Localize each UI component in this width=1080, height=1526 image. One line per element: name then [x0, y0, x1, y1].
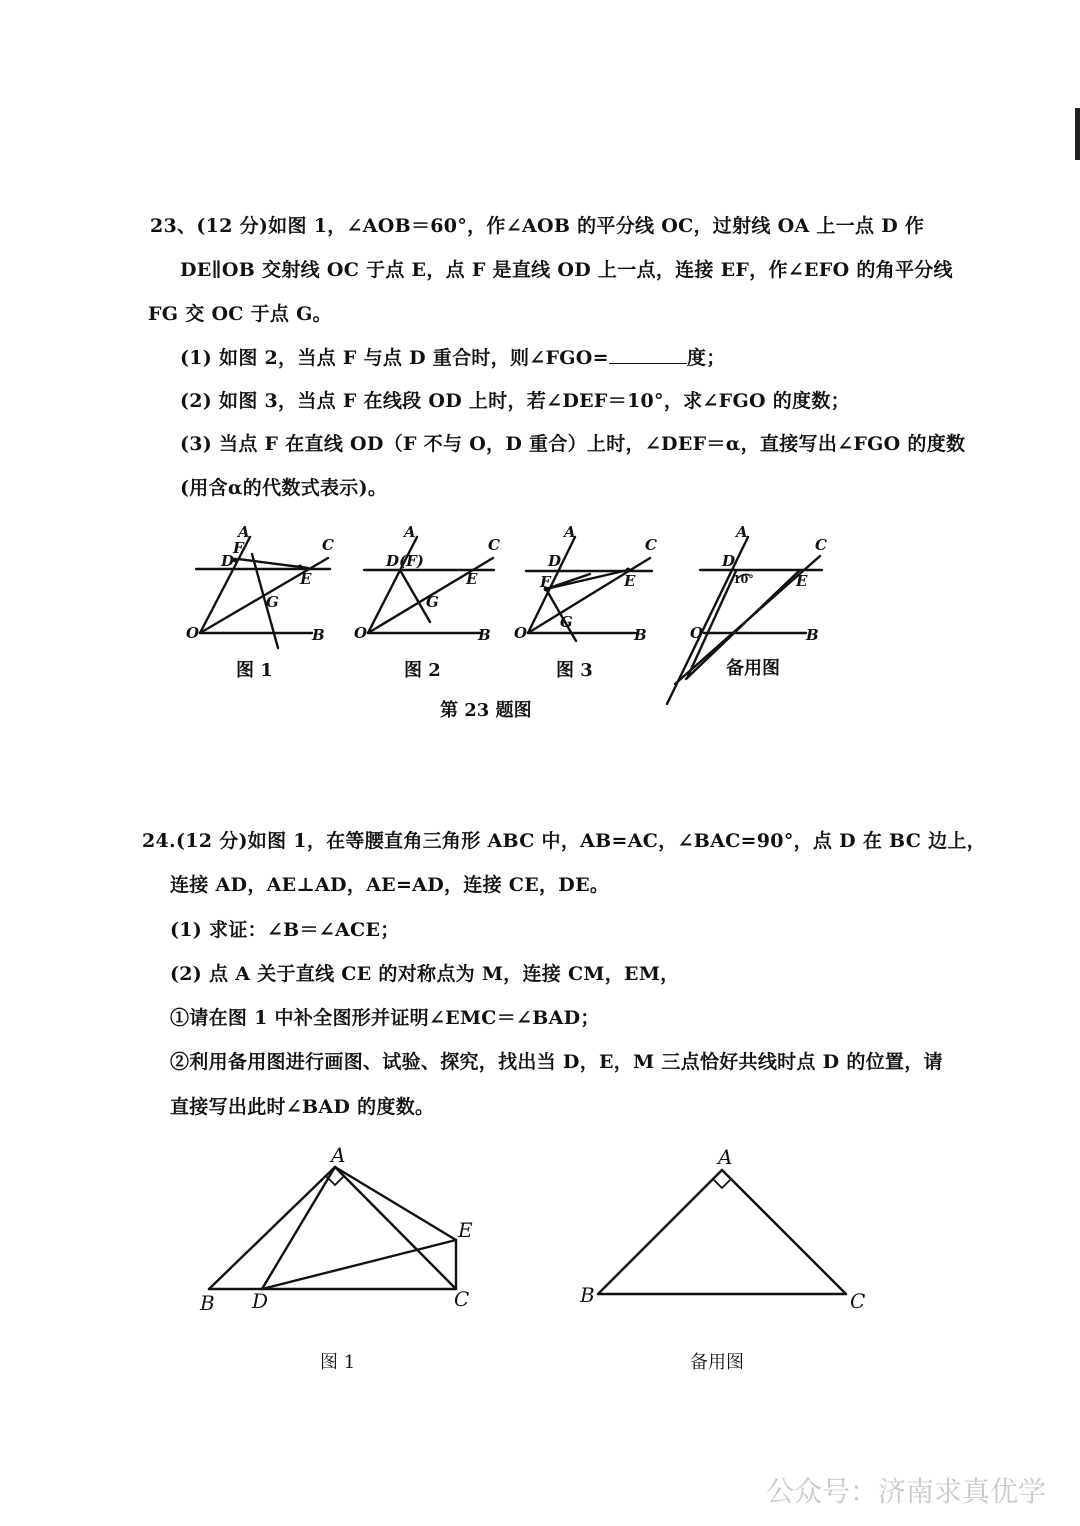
q23-caption-fig-1: 图 1 — [236, 660, 273, 681]
q23-line-1: 23、(12 分)如图 1，∠AOB＝60°，作∠AOB 的平分线 OC，过射线 OA 上一点 D 作 — [150, 215, 925, 237]
fig1-label-B: B — [312, 626, 325, 644]
fig3-label-O: O — [514, 624, 528, 642]
q23-figure-title: 第 23 题图 — [440, 700, 532, 721]
q24-part-1: (1) 求证：∠B＝∠ACE； — [170, 919, 400, 941]
q24-spare-label-C: C — [850, 1289, 866, 1313]
spare-label-A: A — [736, 523, 748, 541]
q23-line-3: FG 交 OC 于点 G。 — [148, 303, 332, 325]
fig3-label-G: G — [560, 613, 573, 631]
q23-part-2: (2) 如图 3，当点 F 在线段 OD 上时，若∠DEF＝10°，求∠FGO 的度数； — [180, 390, 850, 412]
fig3-label-E: E — [624, 572, 636, 590]
fig2-label-E: E — [466, 570, 478, 588]
q23-caption-fig-2: 图 2 — [404, 660, 441, 681]
fig2-label-C: C — [488, 536, 500, 554]
fig2-label-A: A — [404, 523, 416, 541]
q24-caption-spare: 备用图 — [690, 1352, 744, 1373]
watermark: 公众号：济南求真优学 — [765, 1475, 1046, 1508]
fig1-label-E: E — [300, 570, 312, 588]
spare-label-E: E — [796, 572, 808, 590]
q23-figure-3-labels — [514, 523, 657, 644]
fig1-label-F: F — [233, 539, 244, 557]
fig3-label-A: A — [564, 523, 576, 541]
q24-fig1-label-B: B — [200, 1291, 215, 1315]
q23-caption-spare: 备用图 — [726, 658, 780, 679]
fig1-label-C: C — [322, 536, 334, 554]
fig1-label-O: O — [186, 624, 200, 642]
q23-part-1-text: (1) 如图 2，当点 F 与点 D 重合时，则∠FGO= — [180, 347, 609, 369]
q23-figure-2-labels — [354, 523, 500, 644]
fig3-label-C: C — [645, 536, 657, 554]
q24-fig1-label-D: D — [252, 1289, 269, 1313]
q23-line-2: DE∥OB 交射线 OC 于点 E，点 F 是直线 OD 上一点，连接 EF，作∠EFO 的角平分线 — [180, 259, 953, 281]
fig1-label-G: G — [266, 593, 279, 611]
fig2-label-DF: D(F) — [386, 552, 424, 570]
fig3-label-D: D — [548, 552, 562, 570]
fig3-label-B: B — [634, 626, 647, 644]
spare-label-O: O — [690, 624, 704, 642]
q23-figure-1 — [196, 537, 330, 648]
q23-part-3-line-2: (用含α的代数式表示)。 — [180, 477, 388, 499]
spare-label-C: C — [815, 536, 827, 554]
spare-angle-label: 10° — [733, 573, 754, 586]
q23-caption-fig-3: 图 3 — [556, 660, 593, 681]
fig2-label-O: O — [354, 624, 368, 642]
fig3-label-F: F — [540, 573, 551, 591]
fig2-label-B: B — [478, 626, 491, 644]
q24-figure-1 — [209, 1167, 456, 1289]
q24-part-2: (2) 点 A 关于直线 CE 的对称点为 M，连接 CM，EM， — [170, 963, 680, 985]
q24-fig1-label-C: C — [454, 1287, 470, 1311]
q24-part-2a: ①请在图 1 中补全图形并证明∠EMC＝∠BAD； — [170, 1007, 600, 1029]
q24-spare-label-A: A — [718, 1145, 733, 1169]
q24-line-1: 24.(12 分)如图 1，在等腰直角三角形 ABC 中，AB=AC，∠BAC=90°，点 D 在 BC 边上， — [142, 830, 986, 852]
spare-label-D: D — [722, 552, 736, 570]
fig2-label-G: G — [426, 593, 439, 611]
q24-spare-label-B: B — [580, 1283, 595, 1307]
q24-part-2b-line-2: 直接写出此时∠BAD 的度数。 — [170, 1096, 435, 1118]
q24-caption-fig-1: 图 1 — [320, 1352, 356, 1373]
fig1-label-D: D — [221, 552, 235, 570]
spare-label-B: B — [806, 626, 819, 644]
q23-part-1-unit: 度； — [686, 347, 726, 369]
q24-line-2: 连接 AD，AE⊥AD，AE=AD，连接 CE，DE。 — [170, 874, 610, 896]
q24-fig1-label-E: E — [458, 1218, 473, 1242]
fig1-label-A: A — [238, 523, 250, 541]
q23-part-3-line-1: (3) 当点 F 在直线 OD（F 不与 O，D 重合）上时，∠DEF＝α，直接写出∠FGO 的度数 — [180, 433, 966, 455]
q24-part-2b-line-1: ②利用备用图进行画图、试验、探究，找出当 D，E，M 三点恰好共线时点 D 的位置，请 — [170, 1051, 943, 1073]
q24-fig1-label-A: A — [331, 1143, 346, 1167]
q24-spare-figure — [598, 1170, 846, 1294]
